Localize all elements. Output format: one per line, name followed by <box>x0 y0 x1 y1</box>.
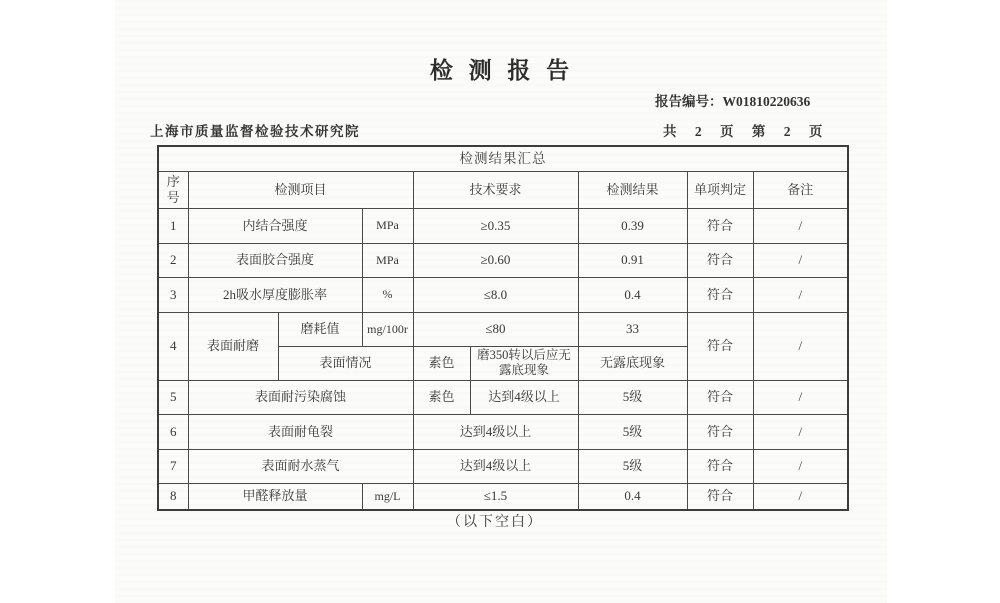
header-no: 序号 <box>158 171 188 208</box>
cell-requirement: ≤8.0 <box>413 277 578 312</box>
cell-item: 表面耐龟裂 <box>188 414 413 449</box>
cell-remark: / <box>753 483 848 510</box>
table-row <box>158 277 848 312</box>
results-table <box>157 145 849 511</box>
cell-result: 0.4 <box>578 483 687 510</box>
cell-no: 5 <box>158 380 188 414</box>
cell-unit: mg/100r <box>362 312 413 346</box>
cell-requirement: ≤80 <box>413 312 578 346</box>
cell-item: 内结合强度 <box>188 208 362 243</box>
cell-no: 4 <box>158 312 188 380</box>
cell-judgement: 符合 <box>687 312 753 380</box>
blank-below-note: （以下空白） <box>447 515 543 530</box>
cell-subitem: 表面情况 <box>278 346 413 380</box>
cell-requirement: ≥0.60 <box>413 243 578 277</box>
cell-no: 6 <box>158 414 188 449</box>
table-row <box>158 312 848 346</box>
header-judgement: 单项判定 <box>687 171 753 208</box>
cell-subitem: 磨耗值 <box>278 312 362 346</box>
cell-remark: / <box>753 312 848 380</box>
document-title: 检 测 报 告 <box>429 58 575 83</box>
cell-requirement-type: 素色 <box>413 380 470 414</box>
cell-item: 表面耐污染腐蚀 <box>188 380 413 414</box>
cell-result: 33 <box>578 312 687 346</box>
cell-result: 5级 <box>578 414 687 449</box>
table-row <box>158 483 848 510</box>
report-number: 报告编号：W01810220636 <box>655 94 811 109</box>
cell-remark: / <box>753 449 848 483</box>
cell-result: 5级 <box>578 449 687 483</box>
table-row <box>158 208 848 243</box>
cell-unit: % <box>362 277 413 312</box>
table-caption: 检测结果汇总 <box>158 146 848 171</box>
cell-requirement: 达到4级以上 <box>413 449 578 483</box>
cell-judgement: 符合 <box>687 449 753 483</box>
cell-result: 5级 <box>578 380 687 414</box>
cell-unit: MPa <box>362 208 413 243</box>
cell-remark: / <box>753 277 848 312</box>
cell-judgement: 符合 <box>687 380 753 414</box>
cell-remark: / <box>753 414 848 449</box>
header-requirement: 技术要求 <box>413 171 578 208</box>
cell-requirement-type: 素色 <box>413 346 470 380</box>
cell-item: 表面胶合强度 <box>188 243 362 277</box>
cell-requirement: ≥0.35 <box>413 208 578 243</box>
cell-no: 3 <box>158 277 188 312</box>
cell-no: 7 <box>158 449 188 483</box>
table-header-row <box>158 171 848 208</box>
header-result: 检测结果 <box>578 171 687 208</box>
cell-remark: / <box>753 243 848 277</box>
organization-name: 上海市质量监督检验技术研究院 <box>150 124 360 139</box>
cell-result: 0.4 <box>578 277 687 312</box>
cell-judgement: 符合 <box>687 243 753 277</box>
cell-remark: / <box>753 380 848 414</box>
header-remark: 备注 <box>753 171 848 208</box>
table-row <box>158 414 848 449</box>
table-row <box>158 243 848 277</box>
cell-item: 表面耐磨 <box>188 312 278 380</box>
cell-requirement: 达到4级以上 <box>413 414 578 449</box>
page-number-info: 共 2 页 第 2 页 <box>663 124 827 139</box>
cell-item: 2h吸水厚度膨胀率 <box>188 277 362 312</box>
cell-judgement: 符合 <box>687 483 753 510</box>
cell-no: 2 <box>158 243 188 277</box>
cell-judgement: 符合 <box>687 414 753 449</box>
cell-requirement: 磨350转以后应无露底现象 <box>470 346 578 380</box>
cell-judgement: 符合 <box>687 277 753 312</box>
cell-item: 表面耐水蒸气 <box>188 449 413 483</box>
cell-result: 0.91 <box>578 243 687 277</box>
cell-remark: / <box>753 208 848 243</box>
table-caption-row <box>158 146 848 171</box>
cell-result: 无露底现象 <box>578 346 687 380</box>
cell-unit: MPa <box>362 243 413 277</box>
cell-requirement: ≤1.5 <box>413 483 578 510</box>
header-item: 检测项目 <box>188 171 413 208</box>
cell-item: 甲醛释放量 <box>188 483 362 510</box>
cell-judgement: 符合 <box>687 208 753 243</box>
cell-no: 1 <box>158 208 188 243</box>
cell-unit: mg/L <box>362 483 413 510</box>
table-row <box>158 449 848 483</box>
cell-requirement: 达到4级以上 <box>470 380 578 414</box>
table-row <box>158 380 848 414</box>
cell-result: 0.39 <box>578 208 687 243</box>
cell-no: 8 <box>158 483 188 510</box>
